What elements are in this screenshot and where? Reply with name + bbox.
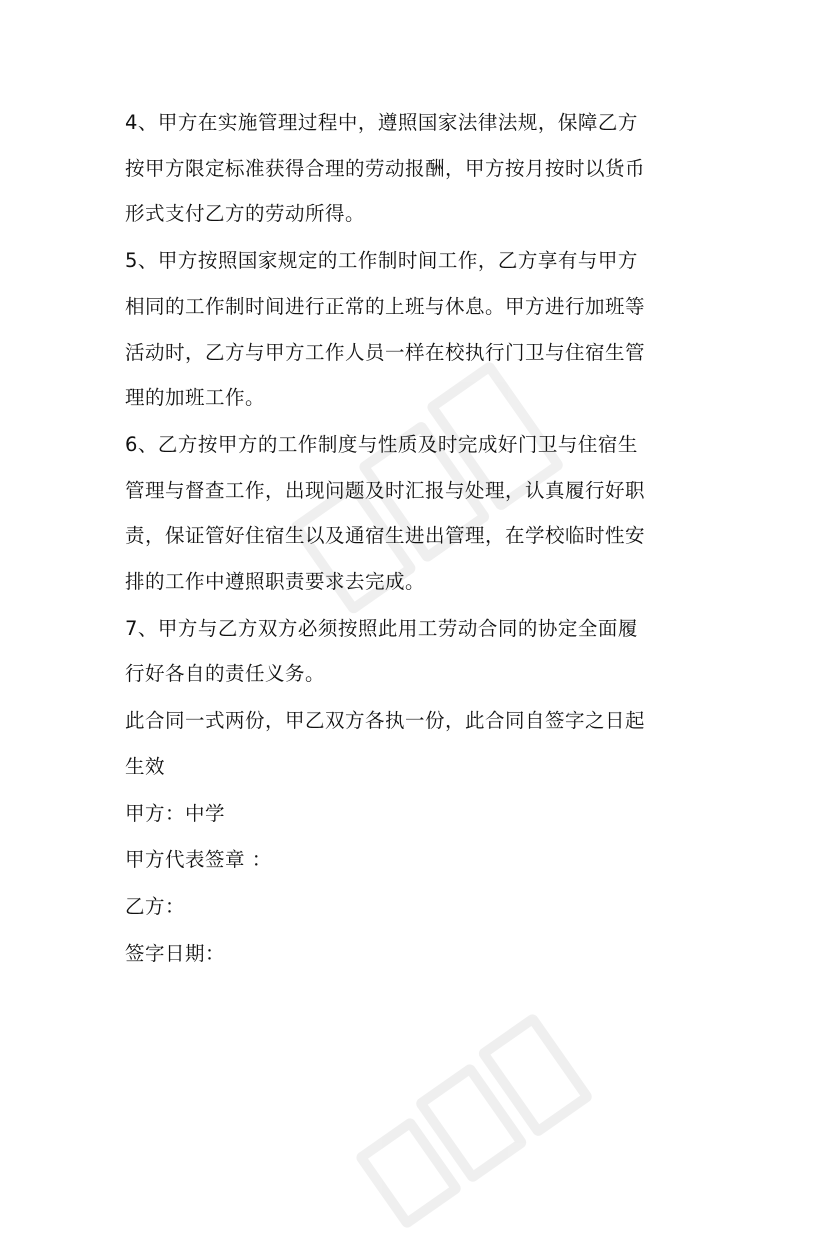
text-line: 乙方： [125,894,186,918]
text-line: 形式支付乙方的劳动所得。 [125,202,366,226]
text-line: 7、甲方与乙方双方必须按照此用工劳动合同的协定全面履 [125,616,638,640]
text-line: 理的加班工作。 [125,386,266,410]
text-line: 行好各自的责任义务。 [125,662,326,686]
signing-date [125,931,710,977]
party-a [125,791,710,837]
validity-statement [125,698,710,789]
text-line: 甲方：中学 [125,801,226,825]
watermark-graphic [345,1018,594,1242]
clause-5 [125,238,710,421]
party-a-signature [125,837,710,883]
text-line: 管理与督查工作，出现问题及时汇报与处理，认真履行好职 [125,478,646,502]
clause-6 [125,422,710,605]
text-line: 责，保证管好住宿生以及通宿生进出管理，在学校临时性安 [125,524,646,548]
text-line: 6、乙方按甲方的工作制度与性质及时完成好门卫与住宿生 [125,432,638,456]
text-line: 生效 [125,754,166,778]
text-line: 5、甲方按照国家规定的工作制时间工作，乙方享有与甲方 [125,249,638,273]
text-line: 此合同一式两份，甲乙双方各执一份，此合同自签字之日起 [125,709,646,733]
text-line: 甲方代表签章 ： [125,848,272,872]
clause-4 [125,100,710,237]
text-line: 4、甲方在实施管理过程中，遵照国家法律法规，保障乙方 [125,111,638,134]
contract-body [125,100,710,977]
text-line: 相同的工作制时间进行正常的上班与休息。甲方进行加班等 [125,294,646,318]
text-line: 排的工作中遵照职责要求去完成。 [125,570,426,594]
text-line: 活动时，乙方与甲方工作人员一样在校执行门卫与住宿生管 [125,340,646,364]
clause-7 [125,606,710,697]
party-b [125,884,710,930]
text-line: 签字日期： [125,941,226,965]
text-line: 按甲方限定标准获得合理的劳动报酬，甲方按月按时以货币 [125,156,646,180]
